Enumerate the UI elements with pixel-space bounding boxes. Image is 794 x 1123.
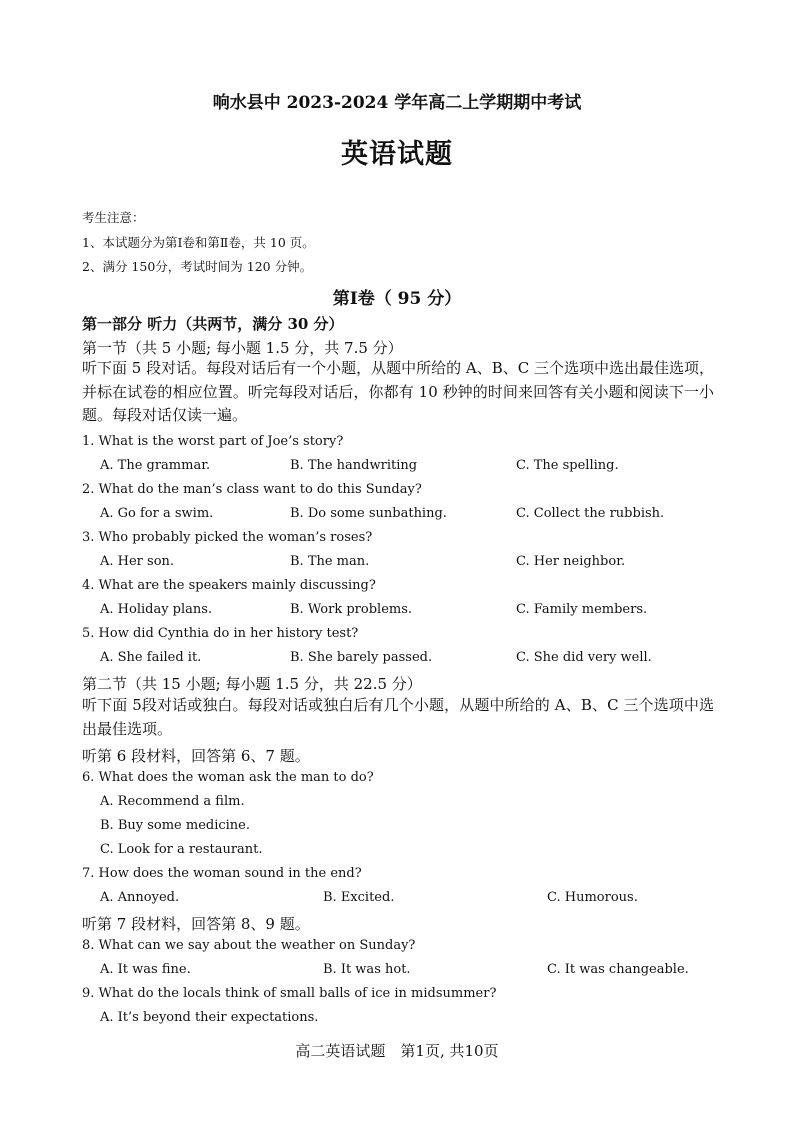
q9-option-a: A. It’s beyond their expectations. [100, 1010, 319, 1025]
q2-option-a: A. Go for a swim. [100, 506, 214, 521]
section2-title: 第二节（共 15 小题; 每小题 1.5 分，共 22.5 分） [82, 675, 422, 693]
q7-option-a: A. Annoyed. [100, 890, 180, 905]
q1-option-a: A. The grammar. [100, 458, 211, 473]
question-3: 3. Who probably picked the woman’s roses? [82, 530, 373, 545]
q1-option-b: B. The handwriting [290, 458, 418, 473]
q5-option-a: A. She failed it. [100, 650, 202, 665]
q2-option-c: C. Collect the rubbish. [516, 506, 665, 521]
q3-option-b: B. The man. [290, 554, 370, 569]
subject-title: 英语试题 [341, 139, 453, 170]
question-1: 1. What is the worst part of Joe’s story? [82, 434, 344, 449]
q5-option-c: C. She did very well. [516, 650, 652, 665]
question-2: 2. What do the man’s class want to do this Sunday? [82, 482, 422, 497]
q4-option-a: A. Holiday plans. [100, 602, 213, 617]
section2-instructions: 听下面 5段对话或独白。每段对话或独白后有几个小题，从题中所给的 A、B、C 三个选项中选出最佳选项。 [82, 696, 714, 738]
q3-option-c: C. Her neighbor. [516, 554, 626, 569]
question-4: 4. What are the speakers mainly discussing? [82, 578, 376, 593]
part1-title: 第一部分 听力（共两节，满分 30 分） [82, 315, 344, 333]
q6-option-b: B. Buy some medicine. [100, 818, 251, 833]
q6-option-a: A. Recommend a film. [100, 794, 245, 809]
material-7-heading: 听第 7 段材料，回答第 8、9 题。 [82, 915, 310, 933]
volume-title: 第Ⅰ卷（ 95 分） [332, 289, 462, 309]
q8-option-a: A. It was fine. [100, 962, 191, 977]
q7-option-b: B. Excited. [323, 890, 395, 905]
q4-option-b: B. Work problems. [290, 602, 413, 617]
notice-item-2: 2、满分 150分，考试时间为 120 分钟。 [82, 259, 313, 274]
question-9: 9. What do the locals think of small balls of ice in midsummer? [82, 986, 497, 1001]
q7-option-c: C. Humorous. [547, 890, 638, 905]
q6-option-c: C. Look for a restaurant. [100, 842, 263, 857]
q3-option-a: A. Her son. [100, 554, 175, 569]
q1-option-c: C. The spelling. [516, 458, 619, 473]
question-7: 7. How does the woman sound in the end? [82, 866, 362, 881]
exam-title: 响水县中 2023-2024 学年高二上学期期中考试 [212, 93, 582, 113]
page-footer: 高二英语试题 第1页, 共10页 [295, 1042, 499, 1060]
q4-option-c: C. Family members. [516, 602, 648, 617]
notice-heading: 考生注意： [82, 210, 145, 225]
q8-option-c: C. It was changeable. [547, 962, 689, 977]
material-6-heading: 听第 6 段材料，回答第 6、7 题。 [82, 747, 310, 765]
notice-item-1: 1、本试题分为第Ⅰ卷和第Ⅱ卷，共 10 页。 [82, 235, 315, 250]
question-8: 8. What can we say about the weather on Sunday? [82, 938, 416, 953]
q2-option-b: B. Do some sunbathing. [290, 506, 447, 521]
section1-title: 第一节（共 5 小题; 每小题 1.5 分，共 7.5 分） [82, 339, 403, 357]
question-5: 5. How did Cynthia do in her history test? [82, 626, 359, 641]
section1-instructions: 听下面 5 段对话。每段对话后有一个小题，从题中所给的 A、B、C 三个选项中选出最佳选项，并标在试卷的相应位置。听完每段对话后，你都有 10 秒钟的时间来回答有关小题和阅读下一小题。每段对话仅读一遍。 [82, 359, 714, 424]
question-6: 6. What does the woman ask the man to do? [82, 770, 374, 785]
q5-option-b: B. She barely passed. [290, 650, 433, 665]
q8-option-b: B. It was hot. [323, 962, 411, 977]
